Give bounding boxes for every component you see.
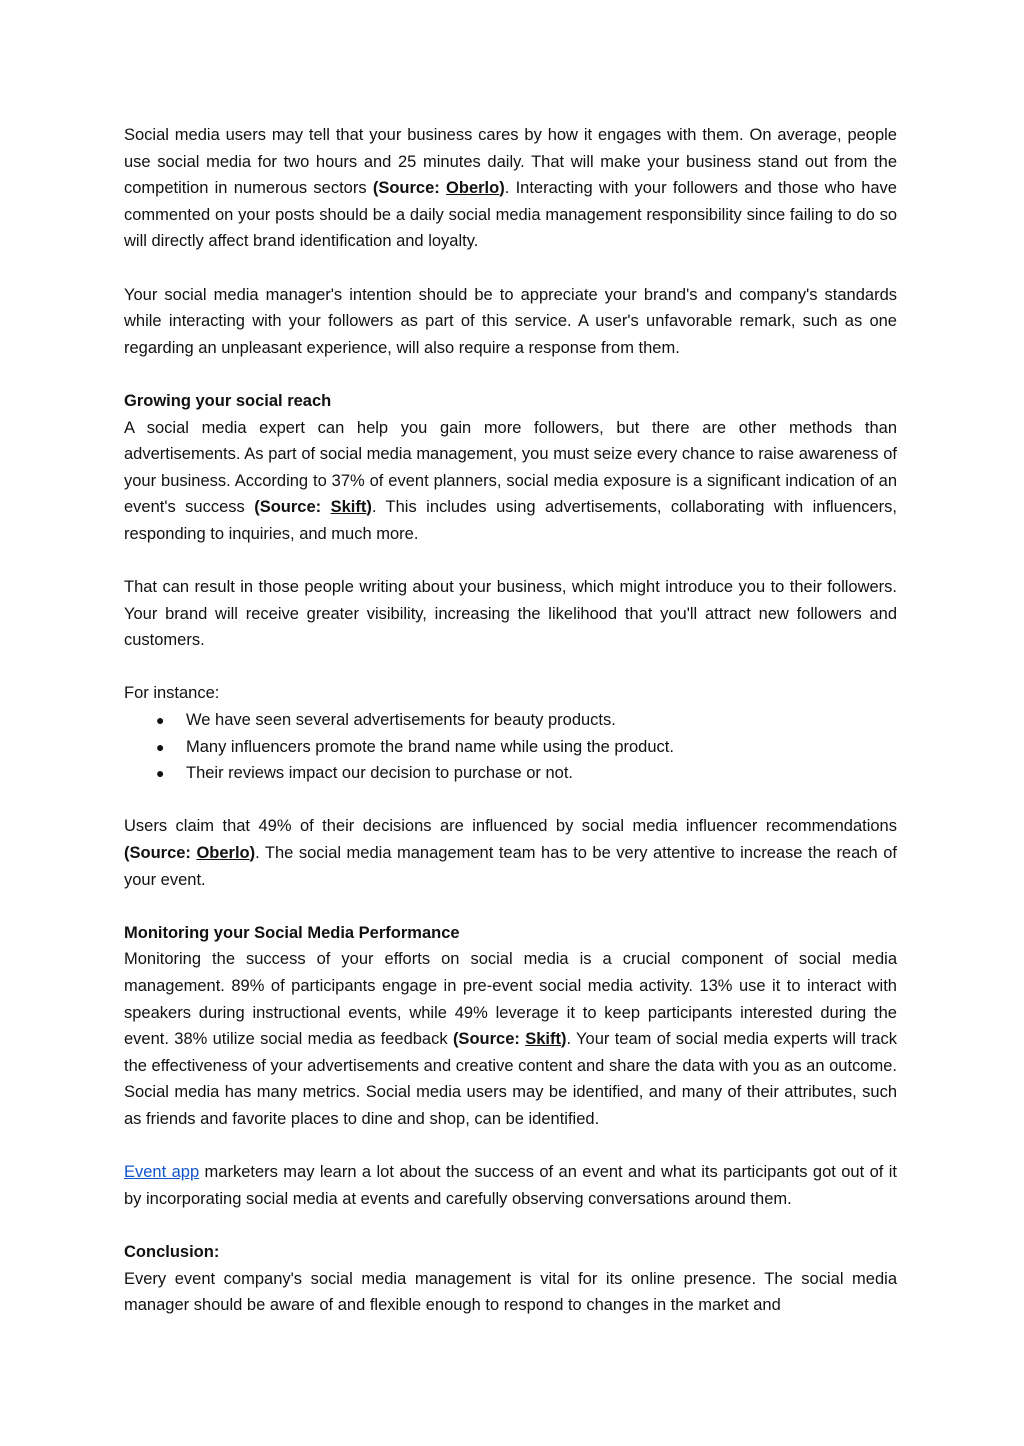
paragraph-text: Social media users may tell that your business cares by how it engages with them. On average, people use social media for two hours and 25 minutes daily. That will make your business stand out from the competition in numerous sectors xyxy=(124,126,897,198)
paragraph-visibility: That can result in those people writing about your business, which might introduce you to their followers. Your brand will receive greater visibility, increasing the likelihood that you'll attract new followers and customers. xyxy=(124,578,897,650)
bullet-list xyxy=(124,707,897,787)
paragraph-text: . Interacting with your followers and those who have commented on your posts should be a daily social media management responsibility since failing to do so will directly affect brand identification and loyalty. xyxy=(124,179,897,251)
paragraph-text: marketers may learn a lot about the success of an event and what its participants got out of it by incorporating social media at events and carefully observing conversations around them. xyxy=(124,1163,897,1208)
paragraph-text: . The social media management team has to be very attentive to increase the reach of your event. xyxy=(124,844,897,889)
source-link-oberlo[interactable]: Oberlo xyxy=(196,844,250,863)
bullet-icon: ● xyxy=(156,712,165,729)
bullet-icon: ● xyxy=(156,765,165,782)
paragraph-conclusion: Every event company's social media management is vital for its online presence. The social media manager should be aware of and flexible enough to respond to changes in the market and xyxy=(124,1269,897,1315)
paragraph-text: . This includes using advertisements, collaborating with influencers, responding to inquiries, and much more. xyxy=(124,498,897,543)
heading-growing-reach: Growing your social reach xyxy=(124,391,332,410)
source-citation: (Source: Oberlo) xyxy=(372,179,505,198)
paragraph-event-app xyxy=(124,1159,897,1212)
source-link-skift[interactable]: Skift xyxy=(525,1030,561,1049)
instance-intro: For instance: xyxy=(124,684,220,703)
source-citation: (Source: Skift) xyxy=(254,498,372,517)
heading-monitoring: Monitoring your Social Media Performance xyxy=(124,923,460,942)
list-item: ● Many influencers promote the brand name while using the product. xyxy=(124,734,897,761)
source-link-skift[interactable]: Skift xyxy=(330,498,367,517)
paragraph-text: A social media expert can help you gain more followers, but there are other methods than advertisements. As part of social media management, you must seize every chance to raise awareness of your business. According to 37% of event planners, social media exposure is a significant indication of an event's success xyxy=(124,418,897,517)
paragraph-growing-reach xyxy=(124,415,897,548)
event-app-link[interactable]: Event app xyxy=(124,1163,200,1182)
list-item: ● Their reviews impact our decision to purchase or not. xyxy=(124,760,897,787)
list-item: ● We have seen several advertisements for beauty products. xyxy=(124,707,897,734)
paragraph-text: . Your team of social media experts will track the effectiveness of your advertisements and creative content and share the data with you as an outcome. Social media has many metrics. Social media users may be identified, and many of their attributes, such as friends and favorite places to dine and shop, can be identified. xyxy=(124,1030,897,1128)
paragraph-monitoring xyxy=(124,946,897,1132)
paragraph-engagement xyxy=(124,122,897,255)
source-link-oberlo[interactable]: Oberlo xyxy=(446,179,500,198)
heading-conclusion: Conclusion: xyxy=(124,1242,220,1261)
paragraph-text: Users claim that 49% of their decisions are influenced by social media influencer recommendations xyxy=(124,817,897,836)
source-citation: (Source: Oberlo) xyxy=(124,844,256,863)
paragraph-manager-intention: Your social media manager's intention should be to appreciate your brand's and company's standards while interacting with your followers as part of this service. A user's unfavorable remark, such as one regarding an unpleasant experience, will also require a response from them. xyxy=(124,285,897,357)
paragraph-influencer-stats xyxy=(124,813,897,893)
bullet-icon: ● xyxy=(156,738,165,755)
paragraph-text: Monitoring the success of your efforts on social media is a crucial component of social media management. 89% of participants engage in pre-event social media activity. 13% use it to interact with speakers during instructional events, while 49% leverage it to keep participants interested during the event. 38% utilize social media as feedback xyxy=(124,950,897,1049)
document-page xyxy=(124,122,897,1345)
source-citation: (Source: Skift) xyxy=(452,1030,567,1049)
